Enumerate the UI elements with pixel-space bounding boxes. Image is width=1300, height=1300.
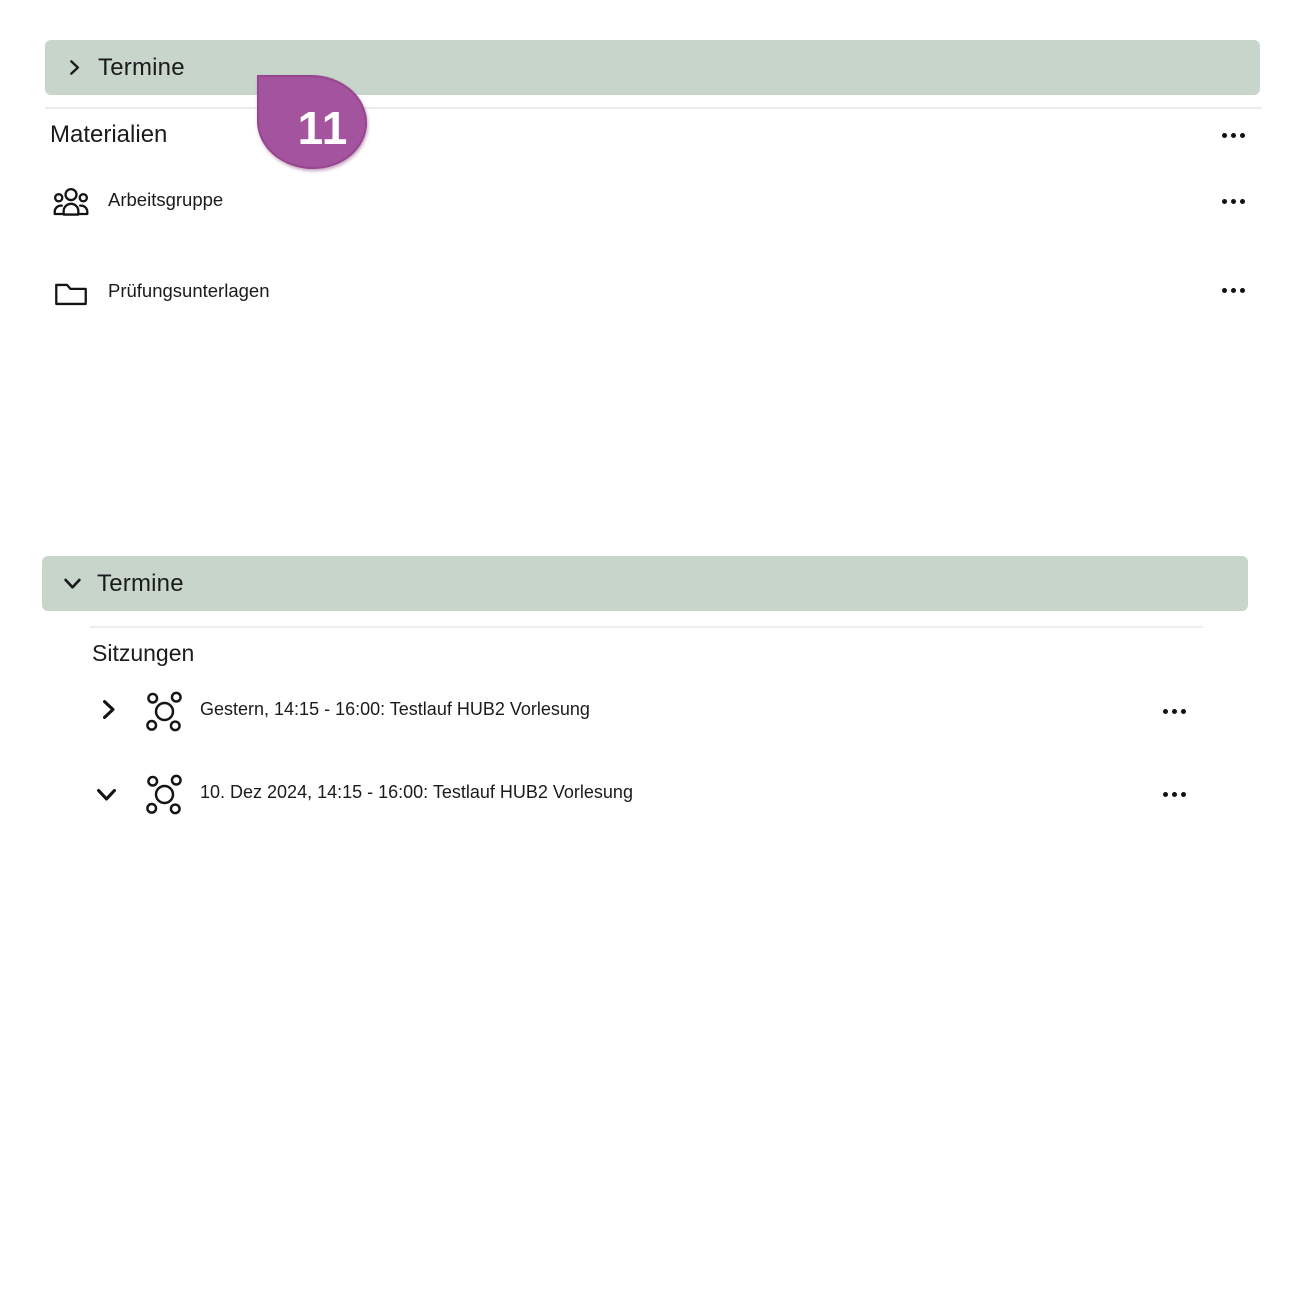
meeting-icon: [142, 771, 187, 816]
accordion-header-termine-expanded[interactable]: [42, 556, 1248, 611]
list-item-label[interactable]: Prüfungsunterlagen: [108, 280, 270, 301]
meeting-icon: [142, 688, 187, 733]
session-label[interactable]: 10. Dez 2024, 14:15 - 16:00: Testlauf HUB2 Vorlesung: [200, 782, 633, 802]
divider: [45, 107, 1262, 109]
divider: [90, 626, 1203, 628]
materials-title: Materialien: [50, 121, 168, 148]
session-menu-button[interactable]: [1163, 709, 1186, 714]
chevron-right-icon: [66, 59, 83, 76]
sessions-subheading: Sitzungen: [92, 640, 195, 666]
group-icon: [50, 182, 92, 224]
session-menu-button[interactable]: [1163, 792, 1186, 797]
accordion-header-label: Termine: [97, 569, 184, 597]
materials-menu-button[interactable]: [1222, 133, 1245, 138]
chevron-down-icon[interactable]: [96, 784, 117, 805]
list-item-label[interactable]: Arbeitsgruppe: [108, 189, 224, 210]
session-label[interactable]: Gestern, 14:15 - 16:00: Testlauf HUB2 Vorlesung: [200, 699, 590, 719]
list-item-pruefungsunterlagen[interactable]: [50, 272, 1250, 312]
accordion-header-label: Termine: [98, 53, 185, 81]
annotation-badge-11: [257, 75, 367, 169]
pruefungsunterlagen-menu-button[interactable]: [1222, 288, 1245, 293]
list-item-arbeitsgruppe[interactable]: [50, 182, 1250, 224]
chevron-down-icon: [63, 574, 82, 593]
accordion-header-termine-collapsed[interactable]: [45, 40, 1260, 95]
session-row: [96, 769, 1256, 821]
chevron-right-icon[interactable]: [98, 699, 119, 720]
folder-icon: [52, 274, 90, 312]
annotation-number: 11: [297, 102, 349, 154]
session-row: [96, 686, 1256, 738]
arbeitsgruppe-menu-button[interactable]: [1222, 199, 1245, 204]
